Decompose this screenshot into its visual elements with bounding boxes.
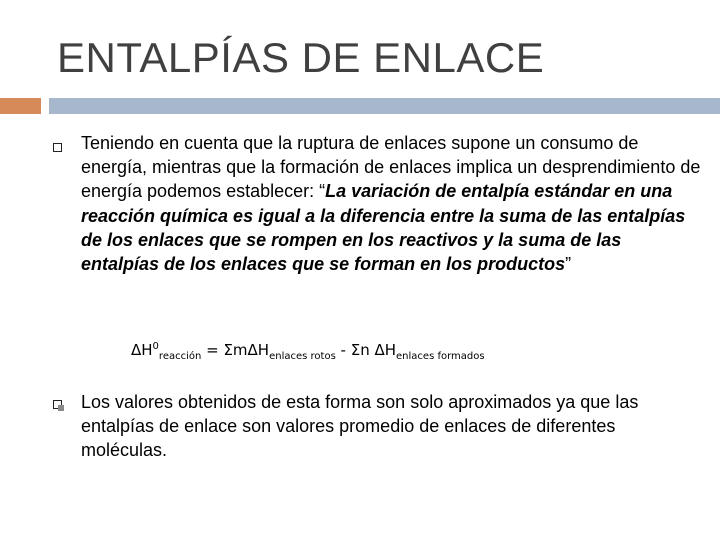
formula-term1-subscript: enlaces rotos <box>269 351 336 362</box>
accent-bar-blue <box>49 98 720 114</box>
bullet-1-intro-text: Teniendo en cuenta que la ruptura de enlaces supone un consumo de energía, mientras que la formación de enlaces implica un desprendimiento de energía podemos establecer: “ <box>81 133 701 202</box>
formula-equals: = <box>201 341 224 359</box>
formula-term2-symbol: Σn ΔH <box>350 341 397 359</box>
accent-bar-orange <box>0 98 41 114</box>
bullet-1-emphasis-text: La variación de entalpía estándar en una reacción química es igual a la diferencia entre la suma de las entalpías de los enlaces que se rompen en los reactivos y la suma de las entalpías de los enlaces que se forman en los productos <box>81 181 686 275</box>
formula-lhs-superscript: 0 <box>152 341 159 352</box>
square-bullet-icon <box>53 143 62 152</box>
slide-title: ENTALPÍAS DE ENLACE <box>57 34 545 81</box>
enthalpy-formula <box>131 336 485 368</box>
formula-term1-symbol: ΣmΔH <box>223 341 270 359</box>
filled-square-bullet-icon <box>53 400 62 409</box>
bullet-1-end-text: ” <box>565 254 572 275</box>
formula-lhs-symbol: ΔH <box>131 341 153 359</box>
formula-term2-subscript: enlaces formados <box>396 351 485 362</box>
bullet-paragraph-2: Los valores obtenidos de esta forma son solo aproximados ya que las entalpías de enlace son valores promedio de enlaces de diferentes moléculas. <box>81 392 639 461</box>
bullet-paragraph-1 <box>81 131 701 276</box>
formula-minus: - <box>335 341 351 359</box>
formula-lhs-subscript: reacción <box>158 351 202 362</box>
